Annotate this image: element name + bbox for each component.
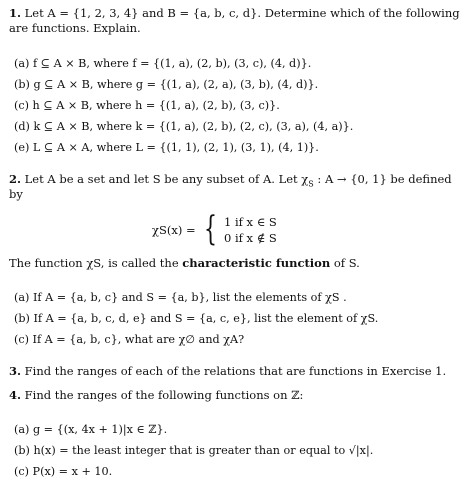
piecewise-case-2: 0 if x ∉ S [224, 231, 277, 245]
problem-4 [9, 388, 303, 403]
problem-1-part-c: (c) h ⊆ A × B, where h = {(1, a), (2, b), (3, c)}. [14, 99, 280, 112]
problem-3-text: Find the ranges of each of the relations that are functions in Exercise 1. [24, 364, 447, 378]
problem-2-part-c: (c) If A = {a, b, c}, what are χ∅ and χA? [14, 333, 245, 346]
problem-1-number: 1. [9, 6, 22, 20]
problem-2-number: 2. [9, 172, 22, 186]
problem-2-part-a: (a) If A = {a, b, c} and S = {a, b}, list the elements of χS . [14, 291, 347, 304]
problem-3 [9, 364, 446, 379]
problem-4-part-b: (b) h(x) = the least integer that is greater than or equal to √|x|. [14, 444, 374, 457]
problem-1-part-e: (e) L ⊆ A × A, where L = {(1, 1), (2, 1), (3, 1), (4, 1)}. [14, 141, 319, 154]
problem-3-number: 3. [9, 364, 22, 378]
problem-2-line-2: by [9, 187, 23, 201]
problem-1-part-d: (d) k ⊆ A × B, where k = {(1, a), (2, b), (2, c), (3, a), (4, a)}. [14, 120, 354, 133]
piecewise-case-1: 1 if x ∈ S [224, 215, 277, 229]
piecewise-lhs: χS(x) = [152, 223, 196, 237]
problem-2-text-sub: S [308, 179, 314, 189]
left-brace: { [204, 209, 217, 249]
paragraph-start: The function χS, is called the [9, 256, 183, 270]
problem-2-part-b: (b) If A = {a, b, c, d, e} and S = {a, c, e}, list the element of χS. [14, 312, 379, 325]
problem-2-text-start: Let A be a set and let S be any subset of A. Let χ [24, 172, 309, 186]
characteristic-function-term: characteristic function [182, 256, 331, 270]
problem-1-part-b: (b) g ⊆ A × B, where g = {(1, a), (2, a), (3, b), (4, d)}. [14, 78, 319, 91]
problem-2-text-end: : A → {0, 1} be defined [313, 172, 452, 186]
problem-2-line-1 [9, 172, 452, 191]
problem-1-text: Let A = {1, 2, 3, 4} and B = {a, b, c, d}. Determine which of the following [24, 6, 460, 20]
problem-4-text: Find the ranges of the following functions on ℤ: [24, 388, 304, 402]
problem-4-part-c: (c) P(x) = x + 10. [14, 465, 113, 478]
problem-4-number: 4. [9, 388, 22, 402]
problem-1-line-2: are functions. Explain. [9, 21, 141, 35]
problem-4-part-a: (a) g = {(x, 4x + 1)|x ∈ ℤ}. [14, 423, 168, 436]
characteristic-function-paragraph [9, 256, 360, 271]
problem-1-line-1 [9, 6, 460, 21]
problem-1-part-a: (a) f ⊆ A × B, where f = {(1, a), (2, b), (3, c), (4, d)}. [14, 57, 312, 70]
paragraph-end: of S. [330, 256, 360, 270]
